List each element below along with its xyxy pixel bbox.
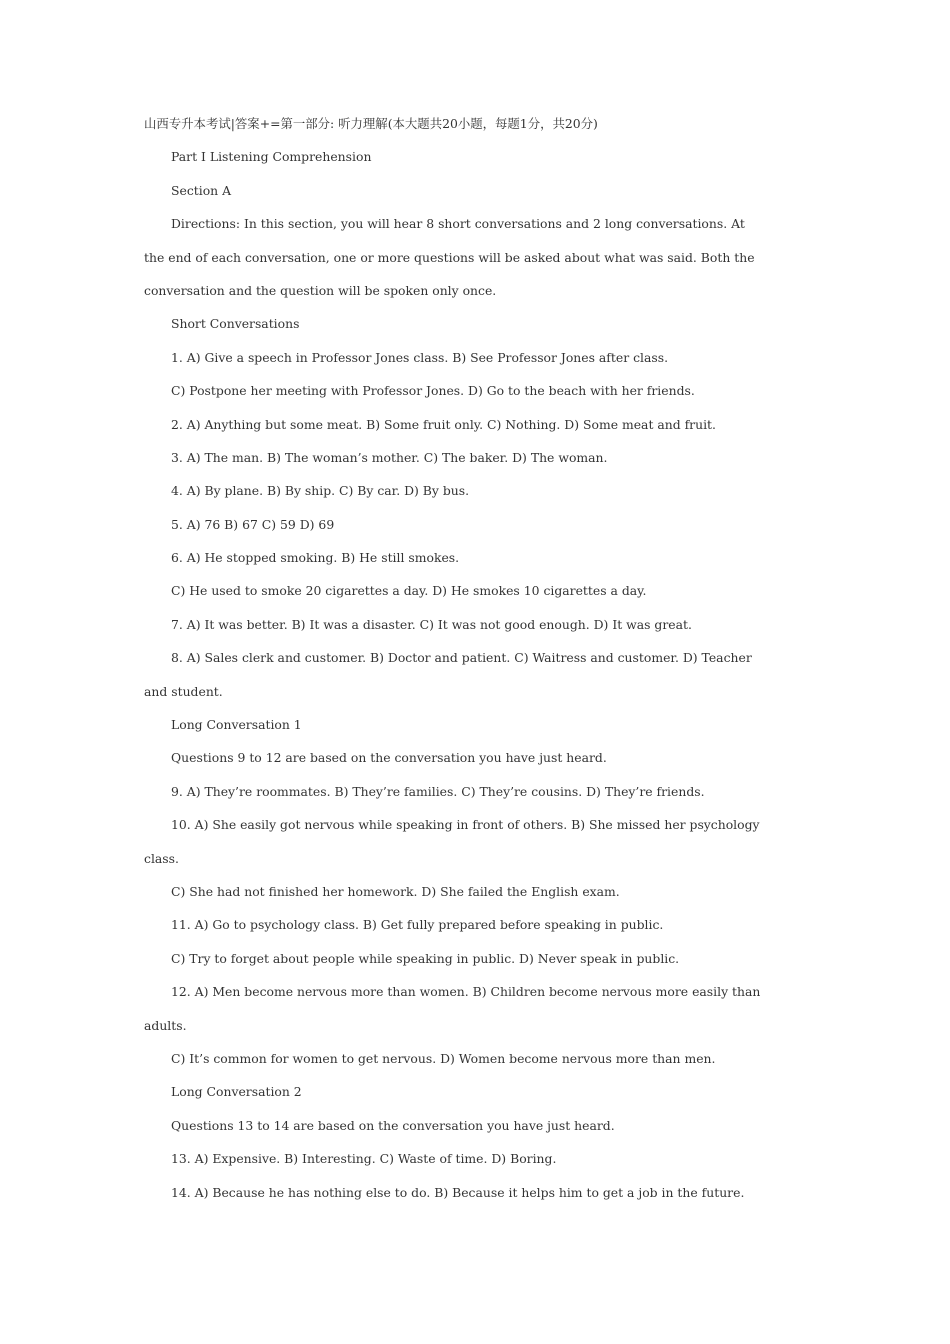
document-header: 山西专升本考试|答案+=第一部分: 听力理解(本大题共20小题，每题1分，共20分)	[144, 116, 598, 131]
text-line: 5. A) 76 B) 67 C) 59 D) 69	[171, 516, 335, 532]
text-line: C) He used to smoke 20 cigarettes a day. D) He smokes 10 cigarettes a day.	[171, 583, 647, 599]
text-line: C) It’s common for women to get nervous. D) Women become nervous more than men.	[171, 1050, 716, 1066]
text-line: the end of each conversation, one or more questions will be asked about what was said. Both the	[144, 249, 755, 265]
text-line: 2. A) Anything but some meat. B) Some fruit only. C) Nothing. D) Some meat and fruit.	[171, 416, 716, 432]
text-line: Part I Listening Comprehension	[171, 149, 372, 165]
text-line: 9. A) They’re roommates. B) They’re families. C) They’re cousins. D) They’re friends.	[171, 783, 705, 799]
text-line: 3. A) The man. B) The woman’s mother. C) The baker. D) The woman.	[171, 449, 608, 465]
text-line: 1. A) Give a speech in Professor Jones class. B) See Professor Jones after class.	[171, 349, 669, 365]
text-line: 6. A) He stopped smoking. B) He still smokes.	[171, 550, 460, 566]
text-line: 10. A) She easily got nervous while speaking in front of others. B) She missed her psychology	[171, 817, 760, 833]
text-line: 11. A) Go to psychology class. B) Get fully prepared before speaking in public.	[171, 917, 664, 933]
text-line: Long Conversation 2	[171, 1084, 302, 1100]
text-line: C) She had not finished her homework. D) She failed the English exam.	[171, 883, 620, 899]
text-line: and student.	[144, 683, 223, 699]
document-lines	[144, 145, 806, 1214]
text-line: 14. A) Because he has nothing else to do. B) Because it helps him to get a job in the future.	[171, 1184, 745, 1200]
document-body	[144, 112, 806, 1214]
text-line: C) Postpone her meeting with Professor Jones. D) Go to the beach with her friends.	[171, 383, 695, 399]
text-line: 8. A) Sales clerk and customer. B) Doctor and patient. C) Waitress and customer. D) Teacher	[171, 650, 752, 666]
text-line: conversation and the question will be spoken only once.	[144, 282, 497, 298]
text-line: C) Try to forget about people while speaking in public. D) Never speak in public.	[171, 950, 680, 966]
text-line: 4. A) By plane. B) By ship. C) By car. D) By bus.	[171, 483, 470, 499]
text-line: Questions 9 to 12 are based on the conversation you have just heard.	[171, 750, 607, 766]
text-line: Long Conversation 1	[171, 717, 302, 733]
text-line: class.	[144, 850, 179, 866]
text-line: 13. A) Expensive. B) Interesting. C) Waste of time. D) Boring.	[171, 1151, 557, 1167]
text-line: Short Conversations	[171, 316, 300, 332]
text-line: 7. A) It was better. B) It was a disaster. C) It was not good enough. D) It was great.	[171, 616, 692, 632]
text-line: adults.	[144, 1017, 187, 1033]
text-line: Directions: In this section, you will hear 8 short conversations and 2 long conversations. At	[171, 216, 745, 232]
text-line: Questions 13 to 14 are based on the conversation you have just heard.	[171, 1117, 615, 1133]
text-line: Section A	[171, 182, 232, 198]
text-line: 12. A) Men become nervous more than women. B) Children become nervous more easily than	[171, 984, 761, 1000]
